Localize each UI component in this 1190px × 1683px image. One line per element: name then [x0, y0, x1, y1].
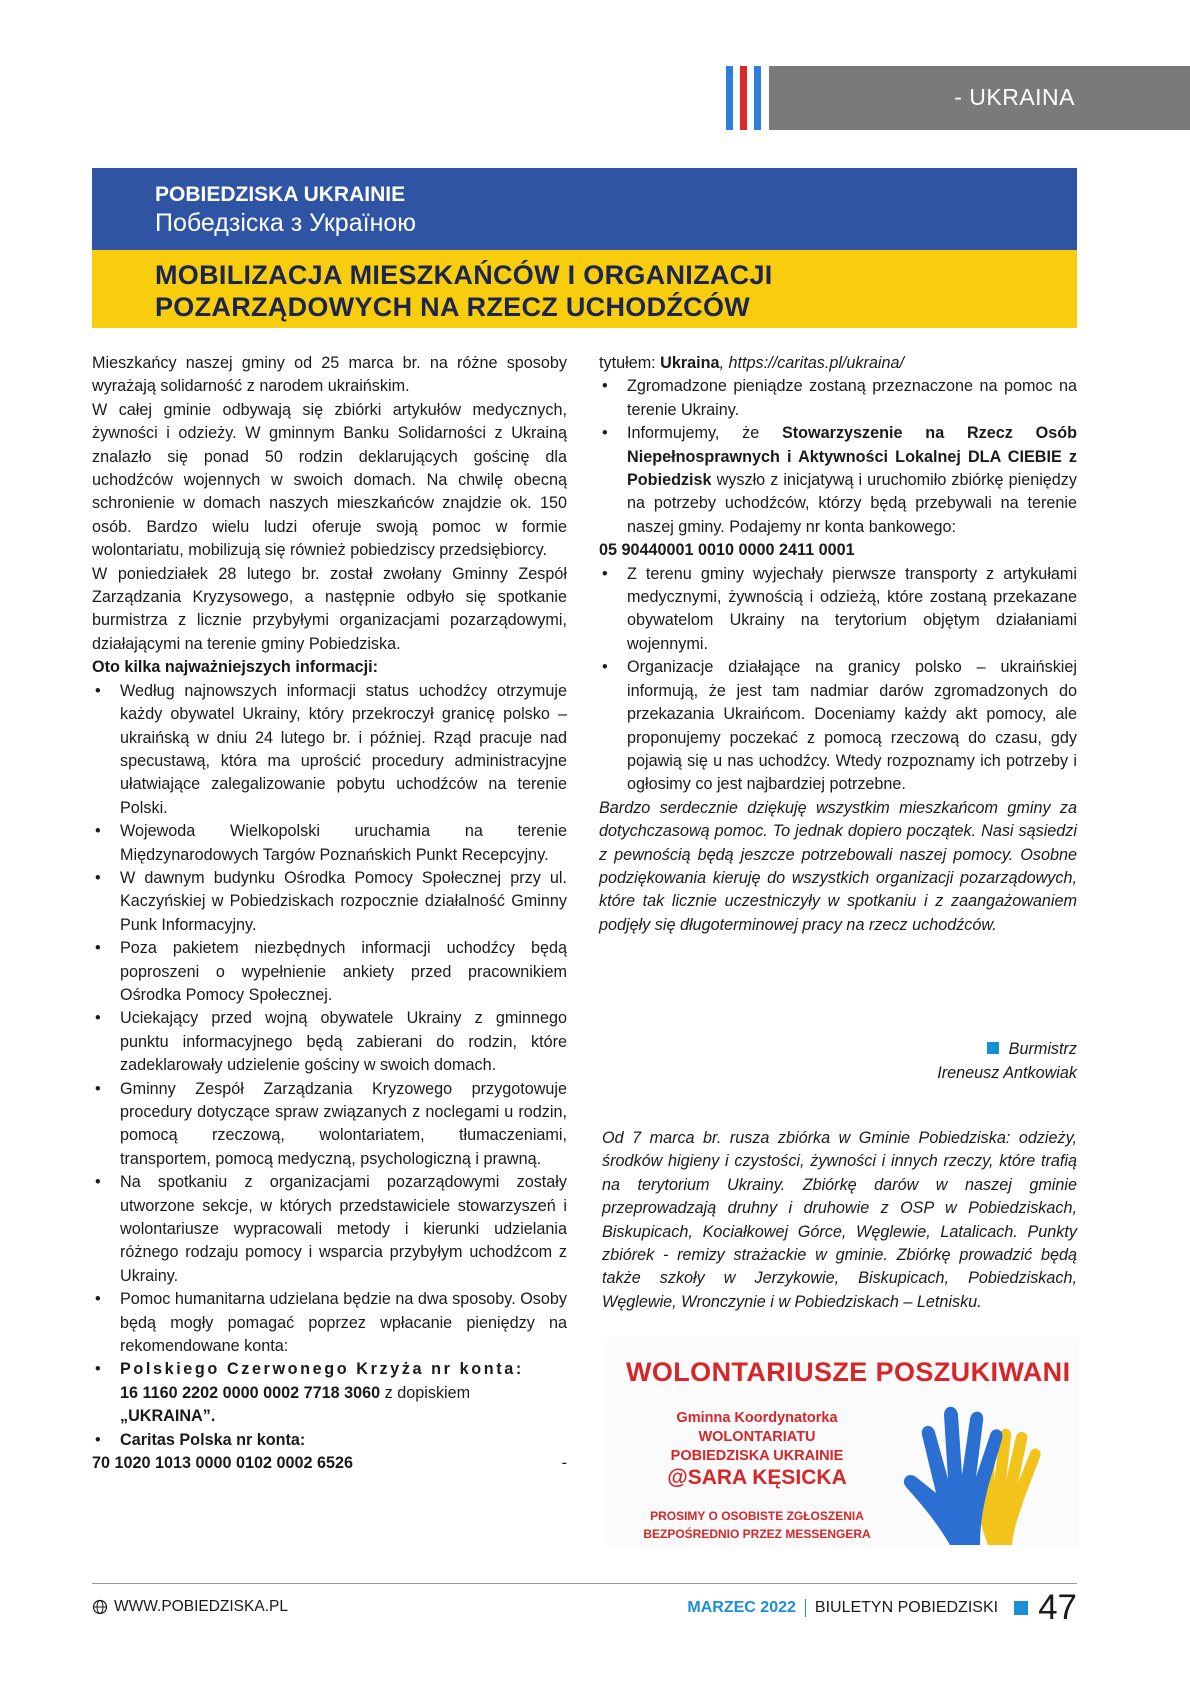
poster-line-3: POBIEDZISKA UKRAINIE	[670, 1448, 844, 1464]
collection-notice: Od 7 marca br. rusza zbiórka w Gminie Pobiedziska: odzieży, środków higieny i czystości, żywności i innych rzeczy, które trafią na terytorium Ukrainy. Zbiórkę darów w naszej gminie przeprowadzają druhny i druhowie z OSP w Pobiedziskach, Biskupicach, Kociałkowej Górce, Węglewie, Latalicach. Punkty zbiórek - remizy strażackie w gminie. Zbiórkę prowadzić będą także szkoły w Jerzykowie, Biskupicach, Pobiedziskach, Węglewie, Wronczynie i w Pobiedziskach – Letnisku.	[602, 1129, 1077, 1311]
meeting-paragraph: W poniedziałek 28 lutego br. został zwołany Gminny Zespół Zarządzania Kryzysowego, a następnie odbyło się spotkanie burmistrza z licznie przybyłymi organizacjami pozarządowymi, działającymi na terenie gminy Pobiedziska.	[92, 564, 567, 653]
caritas-account-line	[92, 1452, 567, 1475]
caritas-title-prefix: tytułem:	[599, 354, 661, 372]
poster-ask-1: PROSIMY O OSOBISTE ZGŁOSZENIA	[650, 1509, 864, 1523]
flag-stripe-blue-2	[754, 66, 761, 130]
globe-icon	[92, 1599, 108, 1615]
banner-kicker-ukrainian: Победзіска з Україною	[155, 209, 417, 237]
poster-line-1: Gminna Koordynatorka	[676, 1410, 838, 1426]
headline-line-1: MOBILIZACJA MIESZKAŃCÓW I ORGANIZACJI	[155, 260, 773, 290]
pck-label: Polskiego Czerwonego Krzyża nr konta:	[120, 1360, 524, 1379]
collections-paragraph: W całej gminie odbywają się zbiórki artykułów medycznych, żywności i odzieży. W gminnym Banku Solidarności z Ukrainą znalazło się ponad 50 rodzin deklarujących gościnę dla uchodźców wojennych w swoich domach. Na chwilę obecną schronienie w domach naszych mieszkańców znajdzie ok. 150 osób. Bardzo wielu ludzi oferuje swoją pomoc w formie wolontariatu, mobilizują się również pobiedziscy przedsiębiorcy.	[92, 400, 567, 560]
pck-account: 16 1160 2202 0000 0002 7718 3060	[120, 1383, 381, 1402]
square-marker-icon	[1014, 1601, 1028, 1615]
list-item: • W dawnym budynku Ośrodka Pomocy Społecznej przy ul. Kaczyńskiej w Pobiedziskach rozpocznie działalność Gminny Punk Informacyjny.	[92, 867, 567, 937]
section-label: - UKRAINA	[954, 84, 1075, 110]
signature-name: Ireneusz Antkowiak	[937, 1064, 1077, 1082]
list-item: • Pomoc humanitarna udzielana będzie na dwa sposoby. Osoby będą mogły pomagać poprzez wpłacanie pieniędzy na rekomendowane konta:	[92, 1288, 567, 1358]
list-item: • Uciekający przed wojną obywatele Ukrainy z gminnego punktu informacyjnego będą zabierani do rodzin, które zadeklarowały udzielenie gościny w swoich domach.	[92, 1007, 567, 1077]
list-heading: Oto kilka najważniejszych informacji:	[92, 658, 379, 677]
info-list	[92, 680, 567, 1452]
thanks-paragraph: Bardzo serdecznie dziękuję wszystkim mieszkańcom gminy za dotychczasową pomoc. To jednak dopiero początek. Nasi sąsiedzi z pewnością będą jeszcze potrzebowali naszej pomocy. Osobne podziękowania kieruję do wszystkich organizacji pozarządowych, które tak licznie uczestniczyły w spotkaniu i z zaangażowaniem podjęły się długoterminowej pracy na rzecz uchodźców.	[599, 798, 1077, 934]
footer-separator	[805, 1599, 806, 1617]
association-name: Stowarzyszenie na Rzecz Osób Niepełnosprawnych i Aktywności Lokalnej DLA CIEBIE z Pobiedzisk	[627, 424, 1077, 490]
hyphen-mark: -	[561, 1454, 567, 1473]
signature	[937, 1037, 1077, 1085]
square-bullet-icon	[987, 1042, 999, 1054]
list-item-association	[599, 422, 1077, 539]
section-tab	[769, 66, 1190, 130]
left-column	[92, 352, 567, 1476]
poster-coordinator	[632, 1409, 882, 1466]
banner-kicker: POBIEDZISKA UKRAINIE	[155, 183, 406, 206]
poster-request	[632, 1507, 882, 1543]
flag-stripe-blue-1	[726, 66, 733, 130]
list-item-pck	[92, 1358, 567, 1428]
poster-ask-2: BEZPOŚREDNIO PRZEZ MESSENGERA	[643, 1527, 871, 1541]
signature-role: Burmistrz	[1008, 1040, 1077, 1058]
caritas-url[interactable]: , https://caritas.pl/ukraina/	[719, 354, 905, 372]
footer-website	[92, 1598, 288, 1616]
pck-note: „UKRAINA”.	[120, 1407, 216, 1426]
volunteer-poster	[607, 1337, 1079, 1546]
association-prefix: Informujemy, że	[627, 424, 782, 443]
list-item: • Gminny Zespół Zarządzania Kryzowego przygotowuje procedury dotyczące spraw związanych z noclegami u rodzin, pomocą rzeczową, wolontariatem, tłumaczeniami, transportem, pomocą medyczną, psychologiczną i prawną.	[92, 1078, 567, 1172]
right-column	[599, 352, 1077, 937]
intro-paragraph: Mieszkańcy naszej gminy od 25 marca br. na różne sposoby wyrażają solidarność z narodem ukraińskim.	[92, 354, 567, 396]
website-link[interactable]: WWW.POBIEDZISKA.PL	[114, 1598, 288, 1615]
info-list-final	[599, 563, 1077, 797]
article-headline	[155, 259, 1055, 323]
headline-line-2: POZARZĄDOWYCH NA RZECZ UCHODŹCÓW	[155, 292, 751, 322]
issue-date: MARZEC 2022	[687, 1599, 796, 1616]
info-list-continued	[599, 375, 1077, 539]
list-item: • Poza pakietem niezbędnych informacji uchodźcy będą poproszeni o wypełnienie ankiety przed pracownikiem Ośrodka Pomocy Społecznej.	[92, 937, 567, 1007]
association-account: 05 90440001 0010 0000 2411 0001	[599, 541, 855, 560]
poster-line-2: WOLONTARIATU	[698, 1429, 816, 1445]
list-item: • Zgromadzone pieniądze zostaną przeznaczone na pomoc na terenie Ukrainy.	[599, 375, 1077, 422]
list-item: • Z terenu gminy wyjechały pierwsze transporty z artykułami medycznymi, żywnością i odzieżą, które zostaną przekazane obywatelom Ukrainy na terytorium objętym działaniami wojennymi.	[599, 563, 1077, 657]
poster-title: WOLONTARIUSZE POSZUKIWANI	[626, 1357, 1071, 1387]
pck-suffix: z dopiskiem	[380, 1383, 471, 1402]
footer-rule	[92, 1583, 1077, 1584]
caritas-title-line	[599, 352, 1077, 375]
caritas-label: Caritas Polska nr konta:	[120, 1430, 306, 1449]
list-item: • Na spotkaniu z organizacjami pozarządowymi zostały utworzone sekcje, w których przedstawiciele stowarzyszeń i wolontariusze wypracowali metody i kierunki udzielania różnego rodzaju pomocy i wsparcia przybyłym uchodźcom z Ukrainy.	[92, 1171, 567, 1288]
footer-issue-info	[687, 1590, 1077, 1626]
list-item: • Według najnowszych informacji status uchodźcy otrzymuje każdy obywatel Ukrainy, który przekroczył granicę polsko – ukraińską w dniu 24 lutego br. i później. Rząd pracuje nad specustawą, która ma uprościć procedury administracyjne ułatwiające zalegalizowanie pobytu uchodźców na terenie Polski.	[92, 680, 567, 820]
publication-name: BIULETYN POBIEDZISKI	[814, 1599, 999, 1616]
list-item: • Wojewoda Wielkopolski uruchamia na terenie Międzynarodowych Targów Poznańskich Punkt Recepcyjny.	[92, 820, 567, 867]
list-item: • Organizacje działające na granicy polsko – ukraińskiej informują, że jest tam nadmiar darów zgromadzonych do przekazania Ukraińcom. Doceniamy każdy akt pomocy, ale proponujemy poczekać z pomocą rzeczową do czasu, gdy pojawią się u nas uchodźcy. Wtedy rozpoznamy ich potrzeby i ogłosimy co jest najbardziej potrzebne.	[599, 656, 1077, 796]
caritas-account: 70 1020 1013 0000 0102 0002 6526	[92, 1454, 354, 1473]
list-item-caritas	[92, 1429, 567, 1452]
page-number: 47	[1038, 1588, 1077, 1627]
helping-hands-icon	[892, 1395, 1072, 1545]
flag-stripe-red	[740, 66, 747, 130]
poster-handle: @SARA KĘSICKA	[667, 1466, 847, 1489]
caritas-title: Ukraina	[660, 354, 720, 372]
association-suffix: wyszło z inicjatywą i uruchomiło zbiórkę pieniędzy na potrzeby uchodźców, którzy będą przebywali na terenie naszej gminy. Podajemy nr konta bankowego:	[627, 471, 1077, 536]
